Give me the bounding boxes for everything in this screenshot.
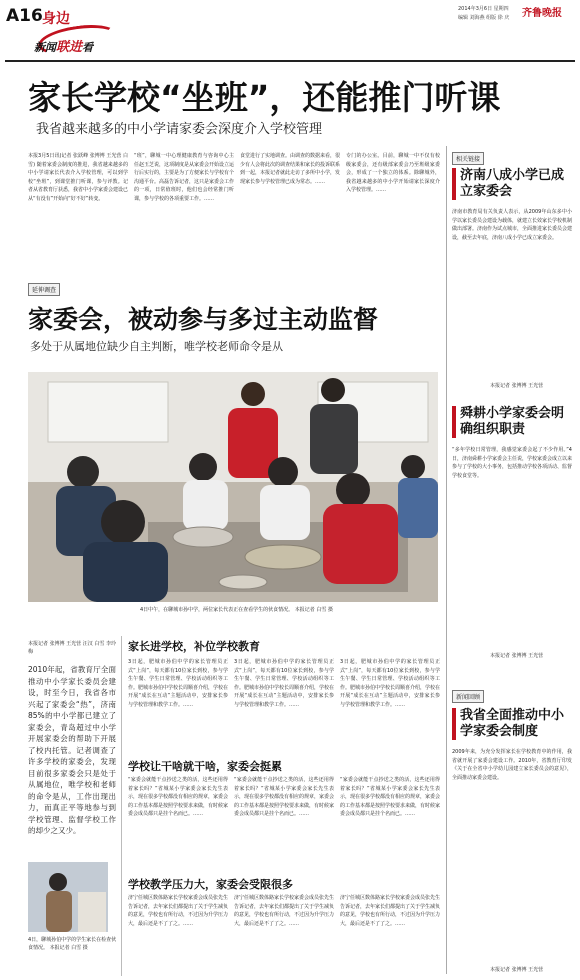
sidebar-accent-bar <box>452 708 456 740</box>
article-column-3: 食堂进行了实地调查。由调查的数据来看，很少有人会将此次的调查结果和家长的投诉联系到一起，本报记者就此走访了多所中小学，发现家长参与学校管理已成为常态。…… <box>240 153 340 185</box>
body-c-col1: 济宁任城区数体路家长学校家委会成员张先生告诉记者，去年家长们都提出了关于学生减负的意见，学校也有所行动，不过因为升学压力大，最后还是不了了之。…… <box>128 895 228 927</box>
reporters-line: 本报记者 张博博 王光营 汪汉 白雪 李玲梅 <box>28 641 116 655</box>
investigation-lead: 2010年起，省教育厅全面推动中小学家长委员会建设，时至今日，我省各市兴起了家委会“热”，济南85%的中小学都已建立了家委会，青岛超过中小学开展家委会的帮助下开展了校内托管。记者调查了许多学校的家委会，发现目前很多家委会只是处于从属地位，唯学校和老师的命令是从，工作出现出力，而真正平等地参与到学校管理、监督学校工作的却少之又少。 <box>28 665 116 835</box>
body-a-col2: 3日起，肥城市孙伯中学的家长管理员正式“上岗”，每天都有10位家长到校，参与学生午餐、学生日常管理、学校活动组织等工作。肥城市孙伯中学校长周顺喜介绍，学校在开展“成长在互动”主题活动中，安排家长参与学校管理和教学工作。…… <box>234 659 334 708</box>
sidebar-tag-related: 相关链接 <box>452 152 484 165</box>
article-column-1: 本报3月5日讯(记者 张跃峰 张博博 王光营 白雪) 随着家委会制度的推进，我省越来越多的中小学请家长代表介入学校管理，可以到学校“坐班”，到课堂推门听课，参与评教。记者从省教育厅获悉，我省中小学家委会建设已从“有没有”开始向“好不好”转变。 <box>28 153 128 202</box>
article-column-4: 专门的办公室。目前，聊城一中不仅有校级家委会，还有级部家委会乃至班级家委会，形成了一个独立的体系。除聊城外，我省越来越多的中小学开始请家长深度介入学校管理。…… <box>346 153 440 193</box>
page-header <box>0 0 580 62</box>
column-divider <box>121 636 122 976</box>
body-a-col1: 3日起，肥城市孙伯中学的家长管理员正式“上岗”，每天都有10位家长到校，参与学生午餐、学生日常管理、学校活动组织等工作。肥城市孙伯中学校长周顺喜介绍，学校在开展“成长在互动”主题活动中，安排家长参与学校管理和教学工作。…… <box>128 659 228 708</box>
main-headline: 家长学校“坐班”，还能推门听课 <box>28 78 501 117</box>
sidebar-accent-bar <box>452 168 456 200</box>
body-c-col2: 济宁任城区数体路家长学校家委会成员张先生告诉记者，去年家长们都提出了关于学生减负的意见，学校也有所行动，不过因为升学压力大，最后还是不了了之。…… <box>234 895 334 927</box>
editors-line: 编辑 刘海燕 组版 徐 庆 <box>458 15 510 21</box>
header-rule <box>5 60 575 62</box>
small-photo-illustration <box>28 862 108 932</box>
subhead-c: 学校教学压力大，家委会受限很多 <box>128 878 293 891</box>
canteen-photo <box>28 372 438 602</box>
sidebar-body-3: 2009年来，为充分发挥家长在学校教育中的作用，我省就开展了家委会建设工作。2010年，省教育厅印发《关于在全省中小学幼儿园建立家长委员会的意见》，全面推动家委会建设。 <box>452 749 572 781</box>
section-name: 身边 <box>42 11 70 27</box>
main-subheadline: 我省越来越多的中小学请家委会深度介入学校管理 <box>36 122 323 137</box>
sidebar-sign-3: 本报记者 张博博 王光营 <box>490 967 544 973</box>
body-b-col2: “家委会就能干点抄送之类的活，这些还用得着家长吗？”省城某小学家委会家长先生表示，现在很多学校都没有相应的规章，家委会的工作基本都是按照学校要求来做，有时候家委会成员都只是挂个名而已。…… <box>234 777 334 817</box>
body-b-col3: “家委会就能干点抄送之类的活，这些还用得着家长吗？”省城某小学家委会家长先生表示，现在很多学校都没有相应的规章，家委会的工作基本都是按照学校要求来做，有时候家委会成员都只是挂个名而已。…… <box>340 777 440 817</box>
photo-caption: 4日中午，在聊城市孙中学，两位家长代表正在查看学生的伙食情况。 本报记者 白雪 摄 <box>140 607 333 613</box>
sidebar-headline-3: 我省全面推动中小学家委会制度 <box>460 708 565 739</box>
subhead-b: 学校让干啥就干啥，家委会挺累 <box>128 760 282 773</box>
section-subheadline: 多处于从属地位缺少自主判断，唯学校老师命令是从 <box>30 340 283 353</box>
sidebar-headline-1: 济南八成小学已成立家委会 <box>460 168 565 199</box>
canteen-photo-illustration <box>28 372 438 602</box>
section-headline: 家委会，被动参与多过主动监督 <box>28 305 379 334</box>
sidebar-headline-2: 舜耕小学家委会明确组织职责 <box>460 406 565 437</box>
body-a-col3: 3日起，肥城市孙伯中学的家长管理员正式“上岗”，每天都有10位家长到校，参与学生午餐、学生日常管理、学校活动组织等工作。肥城市孙伯中学校长周顺喜介绍，学校在开展“成长在互动”主题活动中，安排家长参与学校管理和教学工作。…… <box>340 659 440 708</box>
parent-checking-meals-photo <box>28 862 108 932</box>
sidebar-accent-bar <box>452 406 456 438</box>
small-photo-caption: 4日，聊城孙伯中学的学生家长在检查伙食情况。 本报记者 白雪 摄 <box>28 937 117 951</box>
newspaper-logo: 齐鲁晚报 <box>522 8 562 19</box>
issue-date: 2014年3月6日 星期四 <box>458 6 509 12</box>
sub-brand: 新闻联进看 <box>34 40 94 55</box>
body-c-col3: 济宁任城区数体路家长学校家委会成员张先生告诉记者，去年家长们都提出了关于学生减负的意见，学校也有所行动，不过因为升学压力大，最后还是不了了之。…… <box>340 895 440 927</box>
section-tag: 延伸调查 <box>28 283 60 296</box>
sidebar-body-2: “多年学校日常管理，我感觉家委会起了不少作用。”4日，济南舜耕小学家委会主任说，学校家委会成立以来参与了学校的大小事务，包括推动学校各项活动、监督学校食堂等。 <box>452 447 572 479</box>
page-number: A16 <box>6 6 43 26</box>
article-column-2: “班”，聊城一中心理健康教育与咨询中心主任赵玉芝说，这项制度是从家委会开始设立运行后实行的，主要是为了方便家长与学校有个沟通平台。高磊告诉记者，这只是家委会工作的一项，日常值班时，他们也会经常推门听课，参与学校的各项重要工作。…… <box>134 153 234 202</box>
sidebar-sign-2: 本报记者 张博博 王光营 <box>490 653 544 659</box>
sidebar-sign-1: 本报记者 张博博 王光营 <box>490 383 544 389</box>
sidebar-divider <box>446 146 447 974</box>
sidebar-tag-review: 新闻回顾 <box>452 690 484 703</box>
sidebar-body-1: 济南市教育局有关负责人表示，从2009年山东多中小学以家长委员会建设为载体，就建立长效家长学校机制做出部署。济南作为试点城市，全面推进家长委员会建设，截至去年底，济南八成小学已成立家委会。 <box>452 209 572 241</box>
body-b-col1: “家委会就能干点抄送之类的活，这些还用得着家长吗？”省城某小学家委会家长先生表示，现在很多学校都没有相应的规章，家委会的工作基本都是按照学校要求来做，有时候家委会成员都只是挂个名而已。…… <box>128 777 228 817</box>
subhead-a: 家长进学校，补位学校教育 <box>128 640 260 653</box>
